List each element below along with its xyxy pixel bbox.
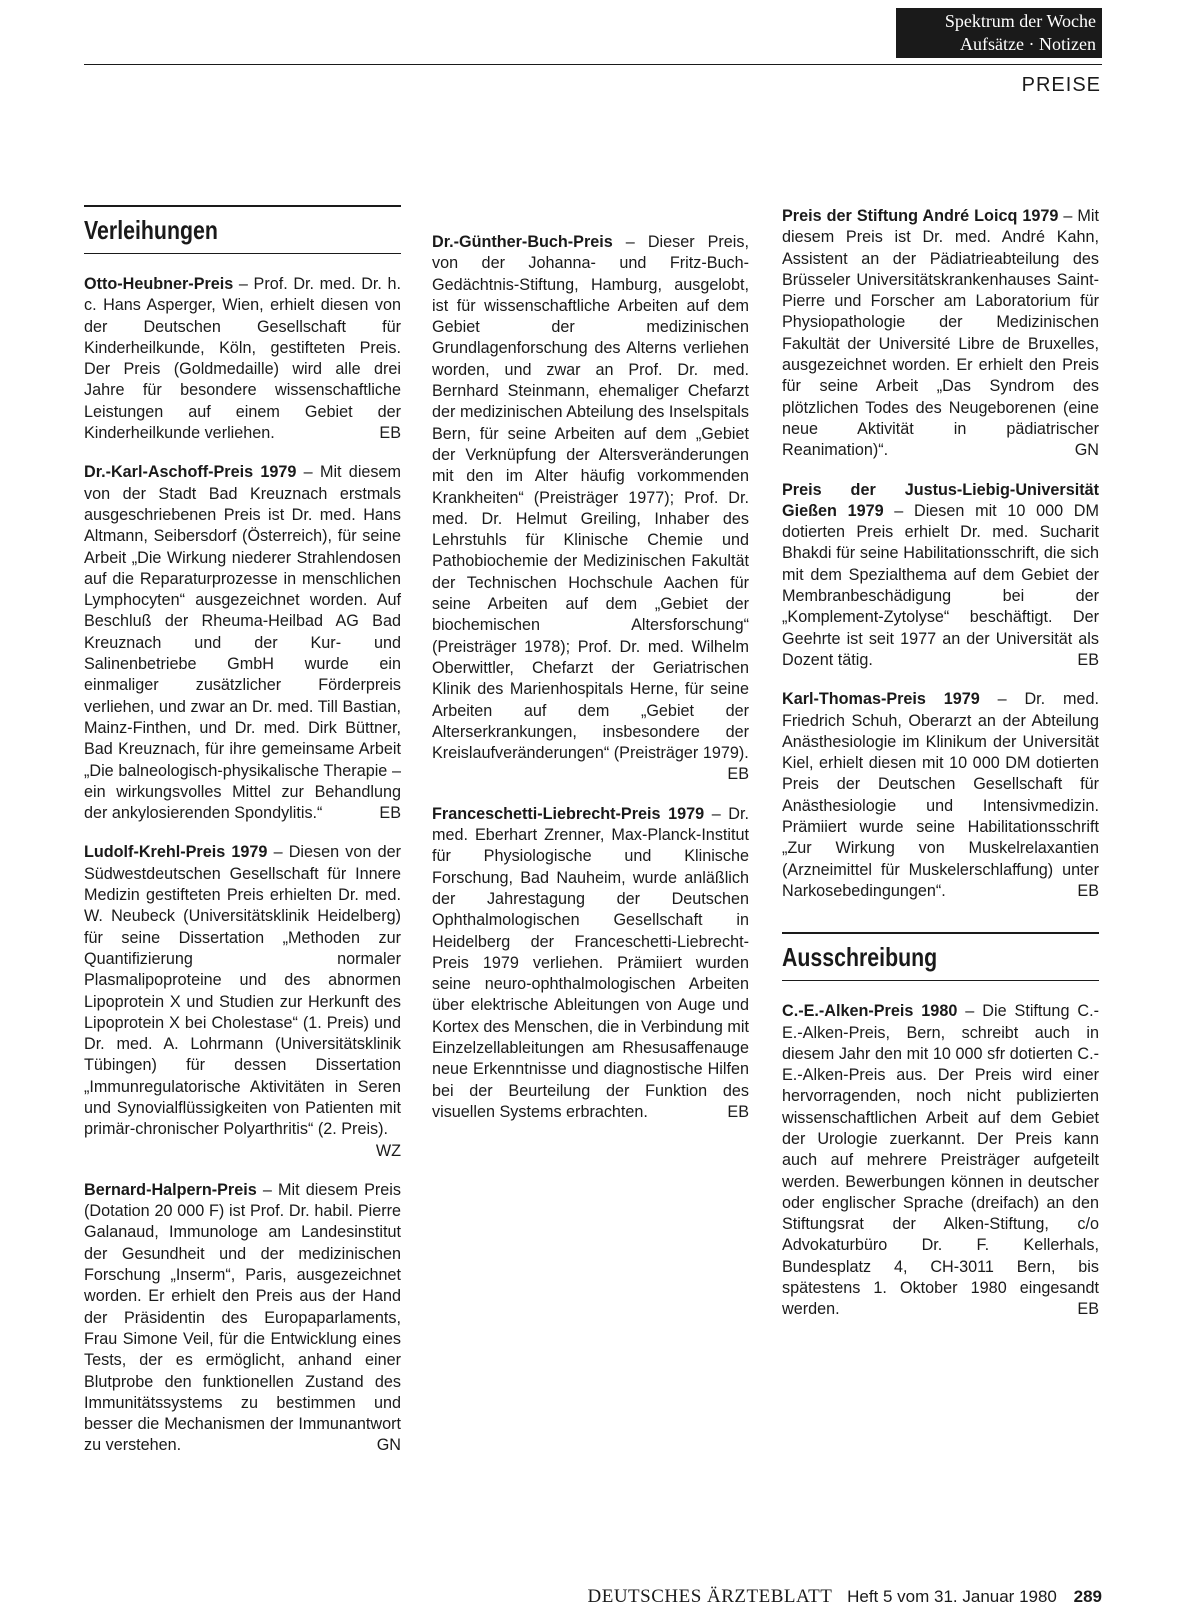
entry-text: – Dr. med. Friedrich Schuh, Oberarzt an der Abteilung Anästhesiologie im Klinikum der Universität Kiel, erhielt diesen mit 10 000 DM dotierten Preis der Deutschen Gesellschaft für Anästhesiologie und Intensivmedizin. Prämiiert wurde seine Habilitationsschrift „Zur Wirkung von Muskelrelaxantien (Arzneimittel für Muskelerschlaffung) unter Narkosebedingungen“. <box>782 690 1099 900</box>
issue-info: Heft 5 vom 31. Januar 1980 <box>847 1587 1057 1606</box>
heading-ausschreibung: Ausschreibung <box>782 941 938 972</box>
heading-block-verleihungen <box>84 205 401 254</box>
heading-rule-bottom <box>782 980 1099 982</box>
page-footer <box>440 1586 1102 1608</box>
entry-signature: EB <box>379 804 401 823</box>
entry-bernard-halpern <box>84 1180 401 1457</box>
journal-name: DEUTSCHES ÄRZTEBLATT <box>587 1586 833 1607</box>
entry-signature: GN <box>1074 441 1099 460</box>
entry-alken <box>782 1001 1099 1320</box>
badge-line-2: Aufsätze · Notizen <box>960 34 1096 54</box>
entry-title: C.-E.-Alken-Preis 1980 <box>782 1002 958 1021</box>
entry-text: – Diesen von der Südwestdeutschen Gesellschaft für Innere Medizin gestifteten Preis erhielten Dr. med. W. Neubeck (Universitätsklinik Heidelberg) für seine Dissertation „Methoden zur Quantifizierung normaler Plasmalipoproteine und des abnormen Lipoprotein X und Studien zur Herkunft des Lipoprotein X bei Cholestase“ (1. Preis) und Dr. med. A. Lohrmann (Universitätsklinik Tübingen) für dessen Dissertation „Immunregulatorische Aktivitäten in Seren und Synovialflüssigkeiten von Patienten mit primär-chronischer Polyarthritis“ (2. Preis). <box>84 843 401 1139</box>
entry-title: Dr.-Karl-Aschoff-Preis 1979 <box>84 463 297 482</box>
entry-text: – Dieser Preis, von der Johanna- und Fritz-Buch-Gedächtnis-Stiftung, Hamburg, ausgelobt, ist für wissenschaftliche Arbeiten auf dem Gebiet der medizinischen Grundlagenforschung des Alterns verliehen worden, und zwar an Prof. Dr. med. Bernhard Steinmann, ehemaliger Chefarzt der medizinischen Abteilung des Inselspitals Bern, für seine Arbeiten auf dem „Gebiet der Verknüpfung der Altersveränderungen mit den im Alter häufig vorkommenden Krankheiten“ (Preisträger 1977); Prof. Dr. med. Dr. Helmut Greiling, Inhaber des Lehrstuhls für Klinische Chemie und Pathobiochemie der Medizinischen Fakultät der Technischen Hochschule Aachen für seine Arbeiten auf dem „Gebiet der biochemischen Altersforschung“ (Preisträger 1978); Prof. Dr. med. Wilhelm Oberwittler, Chefarzt der Geriatrischen Klinik des Marienhospitals Herne, für seine Arbeiten auf dem „Gebiet der Alterserkrankungen, insbesondere der Kreislaufveränderungen“ (Preisträger 1979). <box>432 233 749 763</box>
heading-rule-top <box>84 205 401 207</box>
entry-title: Karl-Thomas-Preis 1979 <box>782 690 980 709</box>
entry-guenther-buch <box>432 232 749 786</box>
entry-title: Preis der Stiftung André Loicq 1979 <box>782 207 1059 225</box>
entry-signature: EB <box>1077 650 1099 669</box>
heading-rule-bottom <box>84 253 401 255</box>
entry-text: – Mit diesem Preis ist Dr. med. André Kahn, Assistent an der Pädiatrieabteilung des Brüsseler Universitätskrankenhauses Saint-Pierre und Forscher am Laboratorium für Physiopathologie der Medizinischen Fakultät der Université Libre de Bruxelles, ausgezeichnet worden. Er erhielt den Preis für seine Arbeit „Das Syndrom des plötzlichen Todes des Neugeborenen (eine neue Aktivität in pädiatrischer Reanimation)“. <box>782 207 1099 460</box>
entry-andre-loicq <box>782 206 1099 462</box>
entry-otto-heubner <box>84 274 401 444</box>
entry-text: – Die Stiftung C.-E.-Alken-Preis, Bern, schreibt auch in diesem Jahr den mit 10 000 sfr dotierten C.-E.-Alken-Preis aus. Der Preis wird einer hervorragenden, noch nicht publizierten wissenschaftlichen Arbeit auf dem Gebiet der Urologie zuerkannt. Der Preis kann auch auf mehrere Preisträger aufgeteilt werden. Bewerbungen können in deutscher oder englischer Sprache (dreifach) an den Stiftungsrat der Alken-Stiftung, c/o Advokaturbüro Dr. F. Kellerhals, Bundesplatz 4, CH-3011 Bern, bis spätestens 1. Oktober 1980 eingesandt werden. <box>782 1002 1099 1319</box>
entry-signature: GN <box>376 1436 401 1455</box>
entry-text: – Dr. med. Eberhart Zrenner, Max-Planck-Institut für Physiologische und Klinische Forschung, Bad Nauheim, wurde anläßlich der Jahrestagung der Deutschen Ophthalmologischen Gesellschaft in Heidelberg der Franceschetti-Liebrecht-Preis 1979 verliehen. Prämiiert wurden seine neuro-ophthalmologischen Arbeiten über elektrische Ableitungen von Auge und Kortex des Menschen, die in Verbindung mit Einzelzellableitungen am Rhesusaffenauge neue Erkenntnisse und diagnostische Hilfen bei der Beurteilung der Funktion des visuellen Systems erbrachten. <box>432 804 749 1121</box>
column-3 <box>782 206 1099 1339</box>
column-2 <box>432 232 749 1141</box>
entry-text: – Mit diesem von der Stadt Bad Kreuznach erstmals ausgeschriebenen Preis ist Dr. med. Hans Altmann, Seibersdorf (Österreich), für seine Arbeit „Die Wirkung niederer Strahlendosen auf die Reparaturprozesse in menschlichen Lymphocyten“ ausgezeichnet worden. Auf Beschluß der Rheuma-Heilbad AG Bad Kreuznach und der Kur- und Salinenbetriebe GmbH wurde ein einmaliger zusätzlicher Förderpreis verliehen, und zwar an Dr. med. Till Bastian, Mainz-Finthen, und Dr. med. Dirk Büttner, Bad Kreuznach, für ihre gemeinsame Arbeit „Die balneologisch-physikalische Therapie – ein wirkungsvolles Mittel zur Behandlung der ankylosierenden Spondylitis.“ <box>84 463 401 823</box>
entry-signature: WZ <box>375 1141 401 1160</box>
heading-block-ausschreibung <box>782 932 1099 981</box>
entry-karl-aschoff <box>84 462 401 824</box>
top-rule <box>84 64 1102 65</box>
entry-karl-thomas <box>782 689 1099 902</box>
entry-title: Preis der Justus-Liebig-Universität Gießen 1979 <box>782 480 1099 520</box>
entry-signature: EB <box>1077 1300 1099 1319</box>
entry-text: – Mit diesem Preis (Dotation 20 000 F) ist Prof. Dr. habil. Pierre Galanaud, Immunologe am Landesinstitut der Gesundheit und der medizinischen Forschung „Inserm“, Paris, ausgezeichnet worden. Er erhielt den Preis aus der Hand der Präsidentin des Europaparlaments, Frau Simone Veil, für die Entwicklung eines Tests, der es ermöglicht, anhand einer Blutprobe den funktionellen Zustand des Immunitätssystems zu bestimmen und besser die Mechanismen der Immunantwort zu verstehen. <box>84 1180 401 1455</box>
badge-line-1: Spektrum der Woche <box>944 11 1096 31</box>
entry-signature: EB <box>727 1102 749 1121</box>
section-label: PREISE <box>1021 74 1101 96</box>
entry-title: Dr.-Günther-Buch-Preis <box>432 233 613 251</box>
entry-title: Franceschetti-Liebrecht-Preis 1979 <box>432 804 705 823</box>
entry-text: – Prof. Dr. med. Dr. h. c. Hans Asperger, Wien, erhielt diesen von der Deutschen Gesellschaft für Kinderheilkunde, Köln, gestifteten Preis. Der Preis (Goldmedaille) wird alle drei Jahre für besondere wissenschaftliche Leistungen auf einem Gebiet der Kinderheilkunde verliehen. <box>84 275 401 443</box>
section-badge <box>896 8 1102 58</box>
column-1 <box>84 198 401 1475</box>
entry-title: Bernard-Halpern-Preis <box>84 1180 257 1199</box>
entry-signature: EB <box>1077 881 1099 900</box>
entry-title: Otto-Heubner-Preis <box>84 275 234 293</box>
entry-justus-liebig <box>782 480 1099 672</box>
page-number: 289 <box>1073 1587 1102 1606</box>
entry-ludolf-krehl <box>84 842 401 1161</box>
entry-signature: EB <box>379 424 401 443</box>
heading-rule-top <box>782 932 1099 934</box>
entry-text: – Diesen mit 10 000 DM dotierten Preis erhielt Dr. med. Sucharit Bhakdi für seine Habilitationsschrift, die sich mit dem Spezialthema auf dem Gebiet der Membranbeschädigung bei der „Komplement-Zytolyse“ beschäftigt. Der Geehrte ist seit 1977 an der Universität als Dozent tätig. <box>782 501 1099 669</box>
heading-verleihungen: Verleihungen <box>84 214 218 245</box>
entry-signature: EB <box>727 765 749 784</box>
entry-franceschetti-liebrecht <box>432 804 749 1123</box>
entry-title: Ludolf-Krehl-Preis 1979 <box>84 843 268 862</box>
